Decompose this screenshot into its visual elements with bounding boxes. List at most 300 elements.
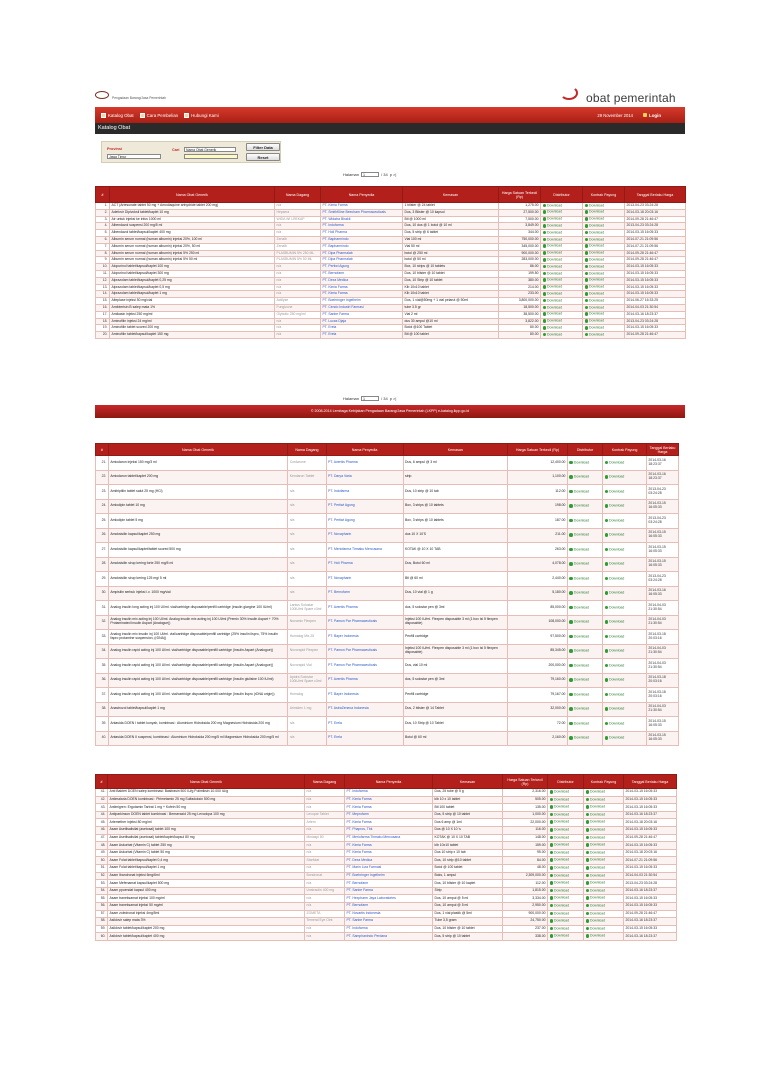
distributor-download[interactable] [548,804,584,812]
download-label: Download [547,223,563,228]
kontrak-download[interactable] [603,528,647,543]
download-icon [585,319,589,323]
supplier-link[interactable]: PT. Boehringer Ingelheim [345,872,433,880]
packaging: Boks, 1 ampul [433,872,503,880]
download-icon [550,858,554,862]
kontrak-download[interactable] [603,499,647,514]
kontrak-download[interactable] [583,250,625,257]
generic-name: Alopurinol tablet/kapsul/kaplet 100 mg [110,264,275,271]
login-label: Login [649,112,661,118]
download-label: Download [609,706,625,711]
supplier-link[interactable]: PT. Sanbe Farma [345,887,433,895]
unit-price: 750,000.00 [499,236,541,243]
kontrak-download[interactable] [583,216,625,223]
distributor-download[interactable] [541,209,583,216]
supplier-link[interactable]: PT. Kimia Farma [345,849,433,857]
supplier-link[interactable]: PT. Dexa Medica [345,857,433,865]
kontrak-download[interactable] [583,264,625,271]
kontrak-download[interactable] [584,887,624,895]
kontrak-download[interactable] [603,601,647,616]
unit-price: 214.00 [499,284,541,291]
table-row [96,630,679,645]
distributor-download[interactable] [548,880,584,888]
trade-name: n/a [305,796,345,804]
search-input[interactable] [184,154,238,159]
row-number: 36. [96,673,109,688]
supplier-link[interactable]: PT. Kimia Farma [345,842,433,850]
unit-price: 18,500.00 [499,304,541,311]
download-label: Download [573,532,590,537]
generic-name: Albumin serum normal (human albumin) injeksi 20%, 50 ml [110,243,275,250]
supplier-link[interactable]: PT. Indofarma [345,789,433,797]
distributor-download[interactable] [548,918,584,926]
supplier-link[interactable]: PT. Aventis Pharma [326,601,403,616]
supplier-link[interactable]: PT. Indofarma [345,925,433,933]
table-row [96,834,677,842]
trade-name: n/a [305,864,345,872]
kontrak-download[interactable] [603,456,647,471]
distributor-download[interactable] [567,499,602,514]
supplier-link[interactable]: PT. Novapharin [326,528,403,543]
kontrak-download[interactable] [583,332,625,339]
kontrak-download[interactable] [583,304,625,311]
kontrak-download[interactable] [603,702,647,717]
supplier-link[interactable]: PT. Pertiwi Agung [326,514,403,529]
supplier-link[interactable]: PT. Indofarma [326,485,403,500]
distributor-download[interactable] [541,311,583,318]
kontrak-download[interactable] [603,630,647,645]
distributor-download[interactable] [548,902,584,910]
distributor-download[interactable] [541,270,583,277]
kontrak-download[interactable] [583,223,625,230]
column-header: Nama Obat Generik [108,444,287,456]
generic-name: Analog insulin rapid acting inj 100 UI/ml. vial/cartridge disposable/penfill cartridge (Insulin Aspart (Analogue)) [108,644,287,659]
distributor-download[interactable] [567,702,602,717]
download-label: Download [573,576,590,581]
packaging: Vial 50 ml [403,243,499,250]
distributor-download[interactable] [567,731,602,746]
distributor-download[interactable] [548,864,584,872]
download-icon [569,635,573,639]
kontrak-download[interactable] [603,717,647,732]
distributor-download[interactable] [548,826,584,834]
distributor-download[interactable] [548,872,584,880]
next-page-link[interactable]: p >| [389,172,397,177]
kontrak-download[interactable] [603,485,647,500]
distributor-download[interactable] [567,630,602,645]
kontrak-download[interactable] [583,318,625,325]
distributor-download[interactable] [541,243,583,250]
kontrak-download[interactable] [583,243,625,250]
supplier-link[interactable]: PT. Bernofarm [321,270,403,277]
kontrak-download[interactable] [584,918,624,926]
kontrak-download[interactable] [583,270,625,277]
kontrak-download[interactable] [583,236,625,243]
download-label: Download [590,789,606,794]
download-label: Download [609,532,625,537]
supplier-link[interactable]: PT. Marin Liza Farmasi [345,864,433,872]
kontrak-download[interactable] [583,325,625,332]
generic-name: Antimigren: Ergotamin Tartrat 1 mg + Kofein 50 mg [108,804,305,812]
next-page-link[interactable]: p >| [389,396,397,401]
packaging: Dus, 10 Strip @ 10 tablet [403,277,499,284]
packaging: Botol @ 60 ml [403,731,508,746]
supplier-link[interactable]: PT. Indofarma [321,223,403,230]
distributor-download[interactable] [541,216,583,223]
trade-name: n/a [275,223,321,230]
nav-cara-pembelian[interactable] [140,113,178,118]
distributor-download[interactable] [541,277,583,284]
packaging: Dus, 2 blister @ 14 Tablet [403,702,508,717]
price-valid-date: 2014-03-15 16:05:33 [646,717,678,732]
row-number: 13. [96,284,110,291]
supplier-link[interactable]: PT. Erela [321,325,403,332]
packaging: Dus, 10 Strip @ 10 Tablet [403,717,508,732]
download-icon [585,244,589,248]
download-icon [586,851,590,855]
supplier-link[interactable]: PT. Lucas Djaja [321,318,403,325]
column-header: Nama Dagang [275,187,321,203]
trade-name: n/a [305,895,345,903]
kontrak-download[interactable] [583,277,625,284]
distributor-download[interactable] [567,601,602,616]
distributor-download[interactable] [567,514,602,529]
kontrak-download[interactable] [583,257,625,264]
distributor-download[interactable] [541,264,583,271]
table-row [96,291,686,298]
distributor-download[interactable] [548,849,584,857]
kontrak-download[interactable] [584,880,624,888]
kontrak-download[interactable] [584,864,624,872]
kontrak-download[interactable] [583,311,625,318]
page-input[interactable]: 1 [361,172,379,177]
supplier-link[interactable]: PT. Samphanindo Perdana [345,933,433,941]
distributor-download[interactable] [548,819,584,827]
table-row [96,644,679,659]
search-type-select[interactable]: Nama Obat Generik [184,147,236,152]
distributor-download[interactable] [567,572,602,587]
column-header: Harga Satuan Terkecil (Rp) [503,775,548,789]
kontrak-download[interactable] [603,659,647,674]
trade-name: n/a [305,842,345,850]
trade-name: Humalog Mix 25 [288,630,326,645]
kontrak-download[interactable] [583,298,625,305]
column-header: Kemasan [403,187,499,203]
trade-name: Zenalb [275,243,321,250]
distributor-download[interactable] [541,230,583,237]
supplier-link[interactable]: PT. Bapharmindo [321,236,403,243]
supplier-link[interactable]: PT. Erela [326,731,403,746]
supplier-link[interactable]: PT. Kimia Farma [321,284,403,291]
row-number: 11. [96,270,110,277]
generic-name: Artemether injeksi 80 mg/ml [108,819,305,827]
packaging: Dus, 10 ampul @ 5 ml [433,895,503,903]
supplier-link[interactable]: PT. AstraZeneca Indonesia [326,702,403,717]
supplier-link[interactable]: PT. Erela [326,717,403,732]
distributor-download[interactable] [541,291,583,298]
download-label: Download [590,896,606,901]
distributor-download[interactable] [541,332,583,339]
download-label: Download [547,298,563,303]
unit-price: 148.00 [503,834,548,842]
kontrak-download[interactable] [603,586,647,601]
kontrak-download[interactable] [603,572,647,587]
column-header: Harga Satuan Terkecil (Rp) [499,187,541,203]
price-valid-date: 2014-04-03 21:30:54 [646,702,678,717]
packaging: Dus, 10 ampul @ 5 ml [433,902,503,910]
supplier-link[interactable]: PT. Bernofarm [326,586,403,601]
supplier-link[interactable]: PT. Pertiwi Agung [321,264,403,271]
distributor-download[interactable] [541,236,583,243]
supplier-link[interactable]: PT. Sanbe Farma [321,311,403,318]
table-row [96,543,679,558]
column-header: Nama Penyedia [321,187,403,203]
supplier-link[interactable]: PT. Bernofarm [345,902,433,910]
kontrak-download[interactable] [584,849,624,857]
distributor-download[interactable] [541,257,583,264]
kontrak-download[interactable] [603,557,647,572]
download-icon [569,678,573,682]
row-number: 23. [96,485,109,500]
generic-name: Analog insulin rapid acting inj 100 UI/ml. vial/cartridge disposable/penfill cartridge (Insulin Aspart (Analogue)) [108,659,287,674]
filter-data-button[interactable]: Filter Data [246,143,280,151]
supplier-link[interactable]: PT. Sanbe Farma [345,918,433,926]
supplier-link[interactable]: PT. Phapros, Tbk [345,826,433,834]
supplier-link[interactable]: PT. Aventis Pharma [326,456,403,471]
supplier-link[interactable]: PT. Dexa Medica [321,277,403,284]
kontrak-download[interactable] [583,284,625,291]
trade-name: n/a [275,264,321,271]
download-label: Download [589,318,605,323]
distributor-download[interactable] [541,250,583,257]
supplier-link[interactable]: PT. Widatra Bhakti [321,216,403,223]
kontrak-download[interactable] [584,857,624,865]
supplier-link[interactable]: PT. Hexpharm Jaya Laboratories [345,895,433,903]
packaging: Box, 3 strips @ 10 tablets [403,499,508,514]
supplier-link[interactable]: PT. Dipa Pharmalab [321,250,403,257]
distributor-download[interactable] [567,586,602,601]
trade-name: n/a [305,849,345,857]
packaging: Box, 10 strips @ 10 tablets [403,264,499,271]
kontrak-download[interactable] [584,902,624,910]
distributor-download[interactable] [548,796,584,804]
drug-table-page2 [95,443,679,746]
download-label: Download [590,888,606,893]
distributor-download[interactable] [541,223,583,230]
kontrak-download[interactable] [584,819,624,827]
supplier-link[interactable]: PT. Pertiwi Agung [326,499,403,514]
table-row [96,849,677,857]
kontrak-download[interactable] [603,514,647,529]
kontrak-download[interactable] [603,615,647,630]
supplier-link[interactable]: PT. Meriofarma Tirmaku Mercusana [345,834,433,842]
distributor-download[interactable] [567,528,602,543]
supplier-link[interactable]: PT. Cendo Industri Farmasi [321,304,403,311]
download-icon [569,707,573,711]
distributor-download[interactable] [567,659,602,674]
supplier-link[interactable]: PT. Kimia Farma [345,819,433,827]
supplier-link[interactable]: PT. Kimia Farma [345,796,433,804]
table-row [96,270,686,277]
nav-katalog-obat[interactable] [101,113,134,118]
reset-button[interactable]: Reset [246,153,280,161]
supplier-link[interactable]: PT. Aventis Pharma [326,673,403,688]
distributor-download[interactable] [567,673,602,688]
price-valid-date: 2013-04-23 03:24:28 [646,572,678,587]
kontrak-download[interactable] [603,470,647,485]
kontrak-download[interactable] [584,826,624,834]
row-number: 34. [96,644,109,659]
kontrak-download[interactable] [603,644,647,659]
kontrak-download[interactable] [583,230,625,237]
row-number: 24. [96,499,109,514]
supplier-link[interactable]: PT. Boehringer Ingelheim [321,298,403,305]
kontrak-download[interactable] [583,209,625,216]
download-icon [605,678,609,682]
price-valid-date: 2014-03-16 18:23:37 [624,933,677,941]
supplier-link[interactable]: PT. Kimia Farma [321,203,403,210]
trade-name: n/a [288,717,326,732]
kontrak-download[interactable] [584,811,624,819]
download-icon [605,490,609,494]
table-row [96,528,679,543]
page-input[interactable]: 1 [361,396,379,401]
trade-name: n/a [288,499,326,514]
distributor-download[interactable] [567,557,602,572]
supplier-link[interactable]: PT. Novapharin [326,572,403,587]
distributor-download[interactable] [541,298,583,305]
distributor-download[interactable] [548,925,584,933]
supplier-link[interactable]: PT. Kimia Farma [321,291,403,298]
download-icon [543,278,547,282]
kontrak-download[interactable] [583,291,625,298]
supplier-link[interactable]: PT. Dipa Pharmalab [321,257,403,264]
kontrak-download[interactable] [603,731,647,746]
download-label: Download [547,305,563,310]
distributor-download[interactable] [541,284,583,291]
supplier-link[interactable]: PT. Kimia Farma [345,804,433,812]
kontrak-download[interactable] [603,688,647,703]
trade-name: Cordarone [288,456,326,471]
distributor-download[interactable] [548,789,584,797]
kontrak-download[interactable] [584,933,624,941]
distributor-download[interactable] [567,644,602,659]
distributor-download[interactable] [548,910,584,918]
download-label: Download [573,735,590,740]
price-valid-date: 2014-03-15 16:05:33 [625,291,686,298]
generic-name: Anastrozol tablet/kapsul/kaplet 1 mg [108,702,287,717]
kontrak-download[interactable] [603,673,647,688]
price-valid-date: 2014-03-15 16:05:33 [625,325,686,332]
kontrak-download[interactable] [584,796,624,804]
supplier-link[interactable]: PT. Pamon Par Pharmaceuticals [326,659,403,674]
packaging: Box, 3 strips @ 10 tablets [403,514,508,529]
price-valid-date: 2014-04-03 21:30:54 [646,615,678,630]
generic-name: Aminofilin injeksi 24 mg/ml [110,318,275,325]
kontrak-download[interactable] [584,804,624,812]
download-label: Download [547,230,563,235]
distributor-download[interactable] [567,543,602,558]
kontrak-download[interactable] [584,925,624,933]
supplier-link[interactable]: PT. Holi Pharma [326,557,403,572]
trade-name: Miniaspi 80 [305,834,345,842]
provinsi-select[interactable]: Jawa Timur [107,154,161,159]
distributor-download[interactable] [541,325,583,332]
packaging: Dus, Botol 60 ml [403,557,508,572]
price-valid-date: 2014-03-18 20:03:16 [625,209,686,216]
table-row [96,499,679,514]
kontrak-download[interactable] [584,895,624,903]
supplier-link[interactable]: PT. Erela [321,332,403,339]
supplier-link[interactable]: PT. Pamon Par Pharmaceuticals [326,615,403,630]
generic-name: Antasida DOEN I tablet kunyah, kombinasi : Aluminium Hidroksida 200 mg Magnesium Hidroksida 200 mg [108,717,287,732]
download-icon [550,790,554,794]
distributor-download[interactable] [567,470,602,485]
supplier-link[interactable]: PT. Novartis Indonesia [345,910,433,918]
distributor-download[interactable] [548,933,584,941]
supplier-link[interactable]: PT. Pamon Par Pharmaceuticals [326,644,403,659]
nav-label: Hubungi Kami [191,112,219,118]
supplier-link[interactable]: PT. Bayer Indonesia [326,630,403,645]
distributor-download[interactable] [567,485,602,500]
nav-hubungi-kami[interactable] [184,113,219,118]
kontrak-download[interactable] [584,842,624,850]
distributor-download[interactable] [567,688,602,703]
price-valid-date: 2014-09-28 21:46:47 [624,910,677,918]
distributor-download[interactable] [567,456,602,471]
download-label: Download [590,918,606,923]
supplier-link[interactable]: PT. Bapharmindo [321,243,403,250]
distributor-download[interactable] [548,887,584,895]
row-number: 35. [96,659,109,674]
distributor-download[interactable] [548,834,584,842]
kontrak-download[interactable] [584,834,624,842]
supplier-link[interactable]: PT. Meriofarma Tirmaku Mercusana [326,543,403,558]
trade-name: n/a [305,925,345,933]
supplier-link[interactable]: PT. Meprofarm [345,811,433,819]
table-row [96,485,679,500]
supplier-link[interactable]: PT. SmithKline Beecham Pharmaceuticals [321,209,403,216]
distributor-download[interactable] [548,811,584,819]
download-icon [550,904,554,908]
distributor-download[interactable] [567,615,602,630]
generic-name: Asam traneksamat injeksi 100 mg/ml [108,895,305,903]
packaging: Dus, 25 tube @ 5 g [433,789,503,797]
kontrak-download[interactable] [584,789,624,797]
distributor-download[interactable] [548,857,584,865]
distributor-download[interactable] [541,304,583,311]
distributor-download[interactable] [567,717,602,732]
supplier-link[interactable]: PT. Bayer Indonesia [326,688,403,703]
distributor-download[interactable] [548,895,584,903]
kontrak-download[interactable] [584,872,624,880]
login-link[interactable] [643,113,661,118]
kontrak-download[interactable] [603,543,647,558]
kontrak-download[interactable] [584,910,624,918]
supplier-link[interactable]: PT. Bernofarm [345,880,433,888]
kontrak-download[interactable] [583,203,625,210]
price-valid-date: 2014-03-18 20:03:16 [624,849,677,857]
distributor-download[interactable] [541,203,583,210]
packaging: dus 10 X 10'S [403,528,508,543]
row-number: 3. [96,216,110,223]
distributor-download[interactable] [541,318,583,325]
supplier-link[interactable]: PT. Holi Pharma [321,230,403,237]
trade-name: n/a [275,325,321,332]
price-valid-date: 2014-09-28 21:46:47 [625,250,686,257]
supplier-link[interactable]: PT. Darya Varia [326,470,403,485]
distributor-download[interactable] [548,842,584,850]
